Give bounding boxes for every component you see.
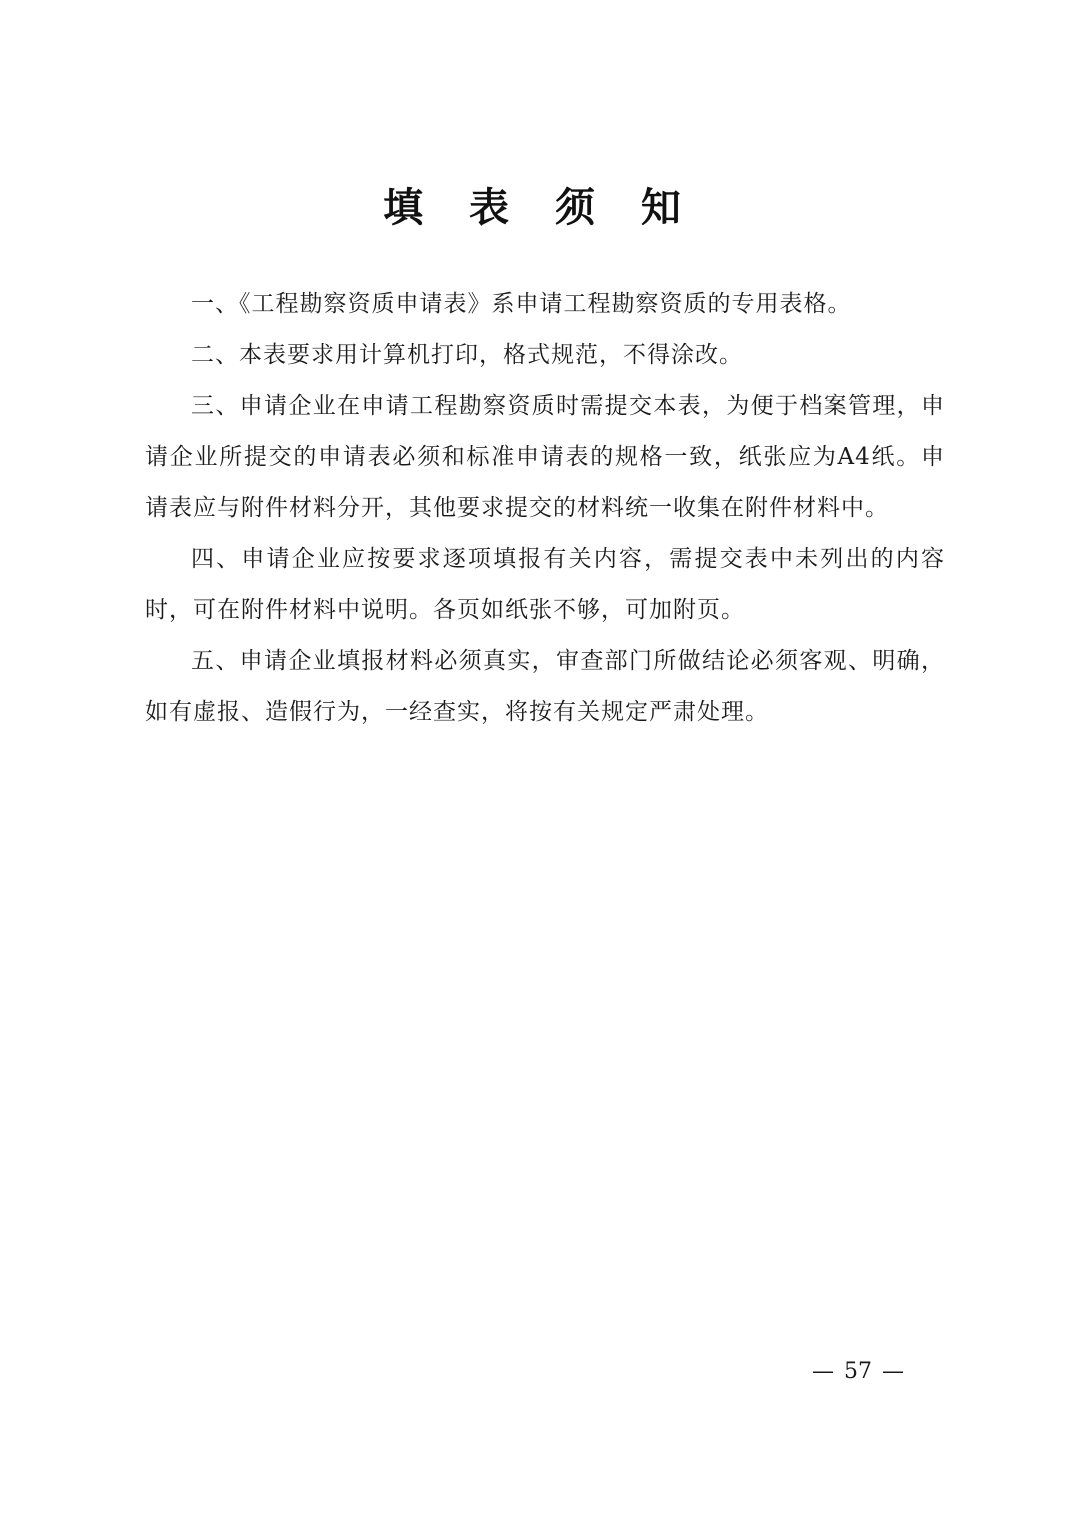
- instruction-paragraph-3: 三、申请企业在申请工程勘察资质时需提交本表，为便于档案管理，申请企业所提交的申请表必须和标准申请表的规格一致，纸张应为A4纸。申请表应与附件材料分开，其他要求提交的材料统一收集在附件材料中。: [145, 393, 945, 521]
- page-title: 填 表 须 知: [383, 184, 697, 231]
- page-number: 57: [844, 1359, 872, 1384]
- instruction-paragraph-4: 四、申请企业应按要求逐项填报有关内容，需提交表中未列出的内容时，可在附件材料中说明。各页如纸张不够，可加附页。: [145, 546, 945, 623]
- instruction-paragraph-5: 五、申请企业填报材料必须真实，审查部门所做结论必须客观、明确，如有虚报、造假行为，一经查实，将按有关规定严肃处理。: [145, 648, 945, 725]
- instruction-paragraph-2: 二、本表要求用计算机打印，格式规范，不得涂改。: [191, 342, 743, 368]
- page-footer: [812, 1352, 922, 1392]
- instructions-body: [145, 279, 945, 738]
- footer-dash-left: —: [812, 1359, 834, 1384]
- instruction-paragraph-1: 一、《工程勘察资质申请表》系申请工程勘察资质的专用表格。: [191, 291, 852, 317]
- footer-dash-right: —: [882, 1359, 904, 1384]
